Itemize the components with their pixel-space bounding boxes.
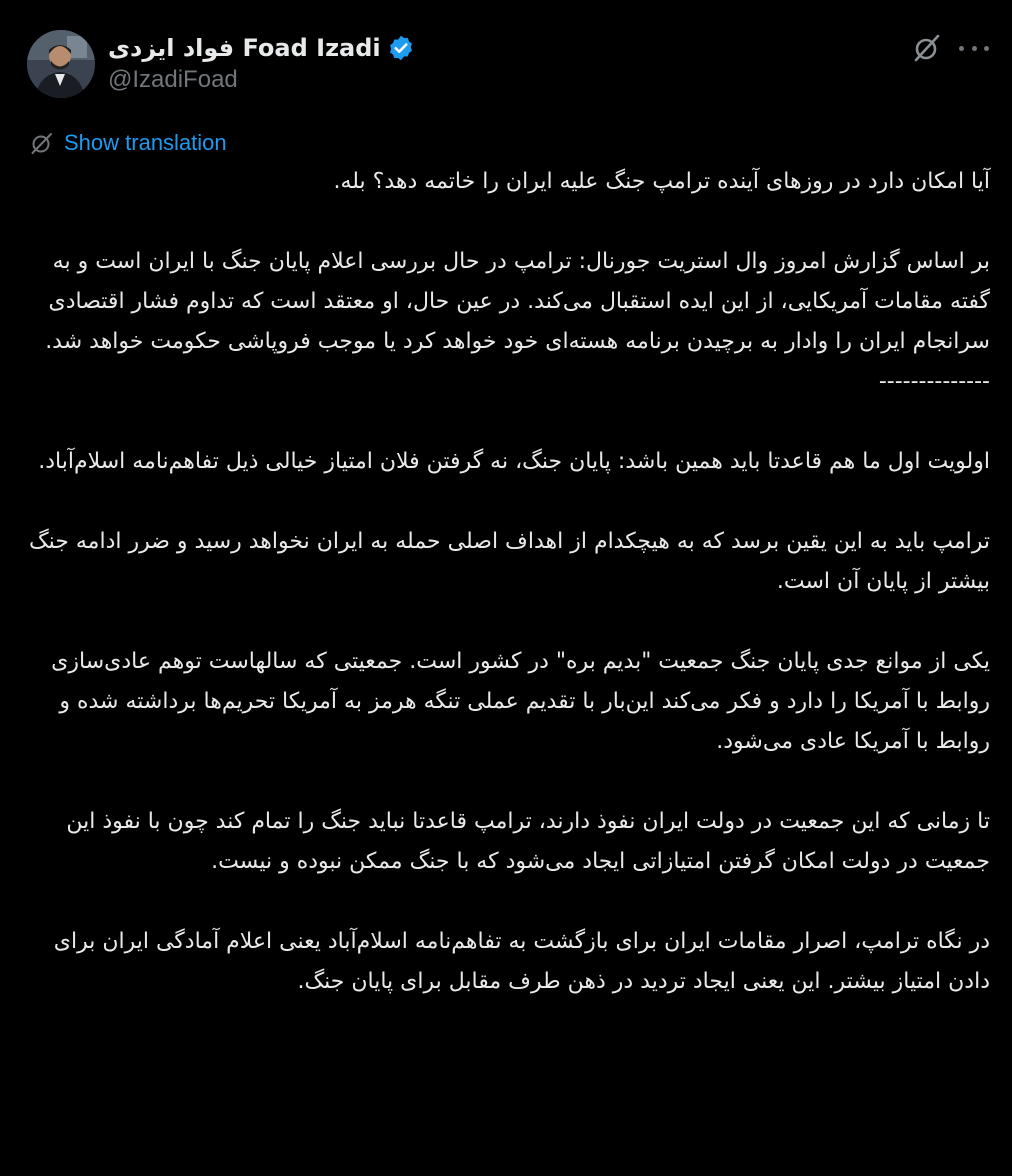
tweet-paragraph-1: آیا امکان دارد در روزهای آینده ترامپ جنگ علیه ایران را خاتمه دهد؟ بله. [333, 169, 990, 194]
tweet-paragraph-2: بر اساس گزارش امروز وال استریت جورنال: ترامپ در حال بررسی اعلام پایان جنگ با ایران است و به گفته مقامات آمریکایی، از این ایده استقبال می‌کند. در عین حال، او معتقد است که تداوم فشار اقتصادی سرانجام ایران را وادار به برچیدن برنامه هسته‌ای خود خواهد کرد یا موجب فروپاشی حکومت خواهد شد. [45, 249, 990, 354]
tweet-paragraph-6: تا زمانی که این جمعیت در دولت ایران نفوذ دارند، ترامپ قاعدتا نباید جنگ را تمام کند چون با نفوذ این جمعیت در دولت امکان گرفتن امتیازاتی ایجاد می‌شود که با جنگ ممکن نبوده و نیست. [66, 809, 990, 874]
author-name-row[interactable] [108, 30, 415, 66]
avatar-photo [27, 30, 95, 98]
translate-icon [30, 131, 54, 155]
show-translation[interactable] [30, 128, 227, 158]
tweet-paragraph-7: در نگاه ترامپ، اصرار مقامات ایران برای بازگشت به تفاهم‌نامه اسلام‌آباد یعنی اعلام آمادگی ایران برای دادن امتیاز بیشتر. این یعنی ایجاد تردید در ذهن طرف مقابل برای پایان جنگ. [53, 929, 990, 994]
verified-badge-icon [387, 34, 415, 62]
tweet-paragraph-3: اولویت اول ما هم قاعدتا باید همین باشد: پایان جنگ، نه گرفتن فلان امتیاز خیالی ذیل تفاهم‌نامه اسلام‌آباد. [38, 449, 990, 474]
author-handle[interactable]: @IzadiFoad [108, 66, 238, 93]
display-name[interactable]: فواد ایزدی Foad Izadi [108, 34, 381, 62]
tweet-separator: -------------- [878, 369, 990, 394]
show-translation-link[interactable]: Show translation [64, 130, 227, 155]
more-horizontal-icon[interactable] [959, 36, 989, 60]
tweet-paragraph-4: ترامپ باید به این یقین برسد که به هیچکدام از اهداف اصلی حمله به ایران نخواهد رسید و ضرر ادامه جنگ بیشتر از پایان آن است. [28, 529, 990, 594]
tweet-text [24, 162, 990, 1002]
tweet-paragraph-5: یکی از موانع جدی پایان جنگ جمعیت "بدیم بره" در کشور است. جمعیتی که سالهاست توهم عادی‌سازی روابط با آمریکا را دارد و فکر می‌کند این‌بار با تقدیم عملی تنگه هرمز به آمریکا تحریم‌ها برداشته شده و روابط با آمریکا عادی می‌شود. [51, 649, 990, 754]
tweet-header [0, 0, 1012, 120]
avatar[interactable] [27, 30, 95, 98]
grok-icon[interactable] [911, 32, 943, 64]
